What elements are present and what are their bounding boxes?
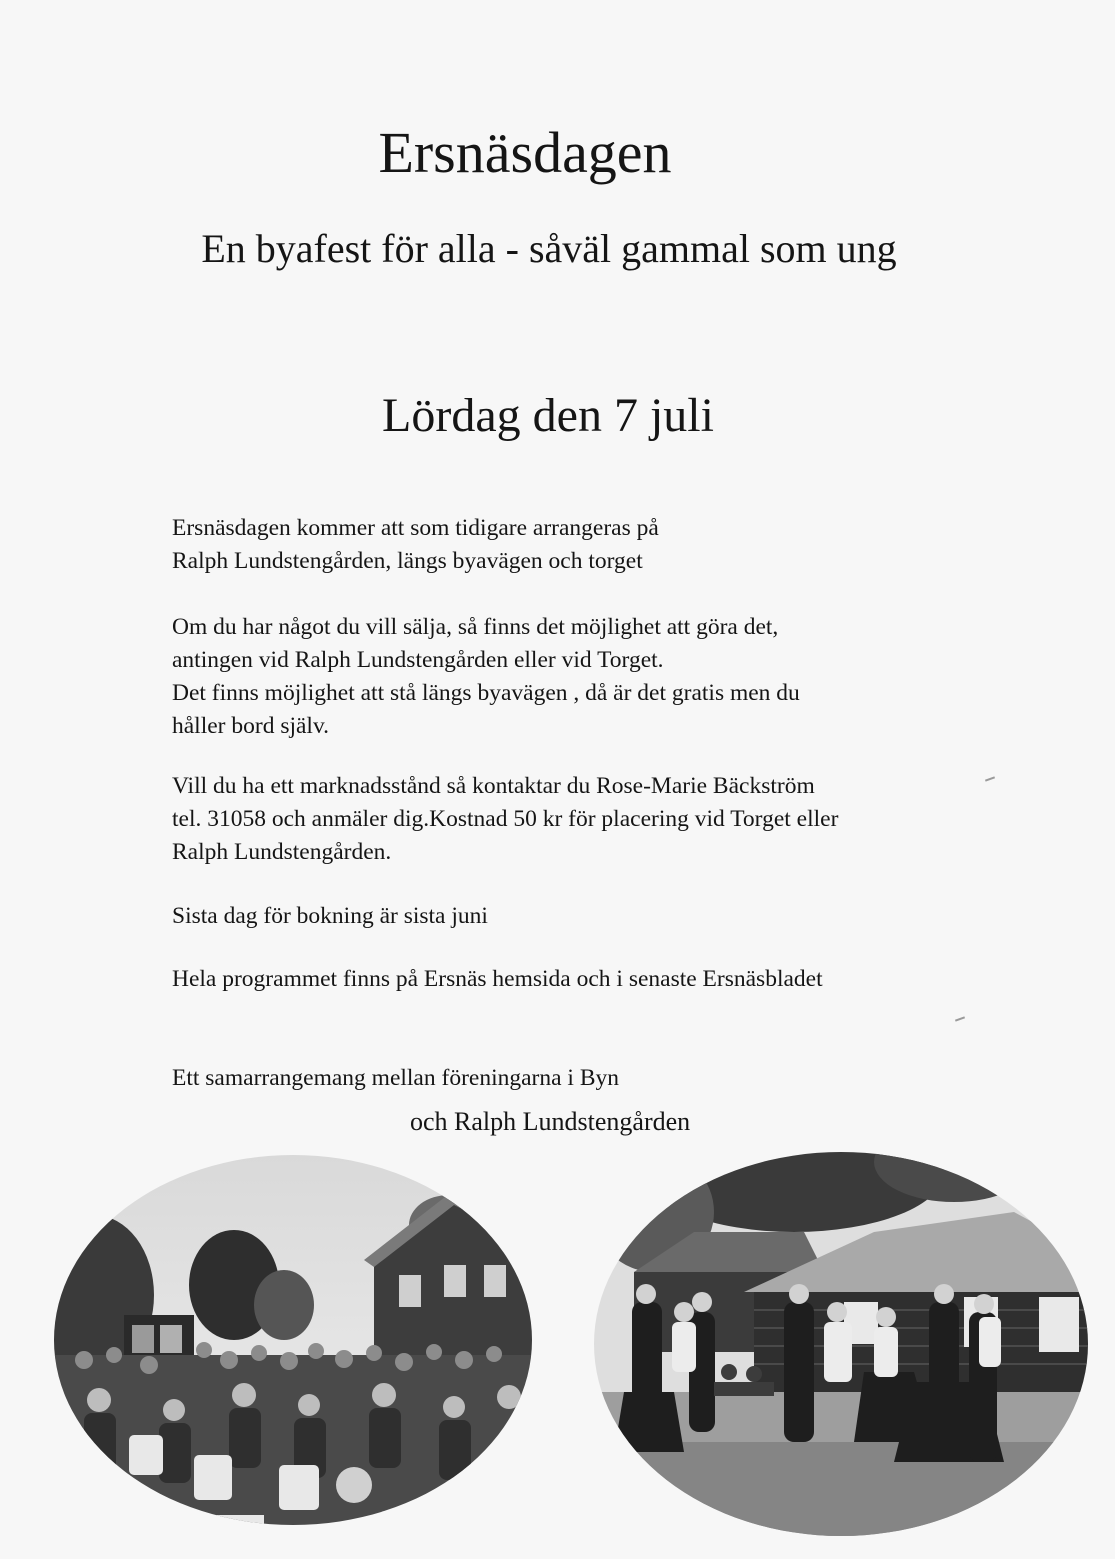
- text-line: Ralph Lundstengården.: [172, 839, 392, 865]
- page-subtitle: En byafest för alla - såväl gammal som ung: [201, 226, 897, 271]
- text-line: Om du har något du vill sälja, så finns det möjlighet att göra det,: [172, 614, 779, 640]
- crowd-photo-illustration: [54, 1155, 532, 1525]
- text-line: Vill du ha ett marknadsstånd så kontaktar du Rose-Marie Bäckström: [172, 773, 815, 799]
- text-line: Ersnäsdagen kommer att som tidigare arrangeras på: [172, 515, 659, 541]
- text-line: antingen vid Ralph Lundstengården eller vid Torget.: [172, 647, 664, 673]
- paragraph-booking-deadline: [172, 900, 992, 933]
- text-line: Hela programmet finns på Ersnäs hemsida och i senaste Ersnäsbladet: [172, 966, 823, 992]
- paragraph-organizers: [172, 1062, 992, 1095]
- text-line: tel. 31058 och anmäler dig.Kostnad 50 kr för placering vid Torget eller: [172, 806, 839, 832]
- event-date: Lördag den 7 juli: [382, 389, 714, 442]
- paragraph-selling: [172, 611, 992, 743]
- organizers-closing-line: och Ralph Lundstengården: [410, 1107, 691, 1136]
- text-line: Ett samarrangemang mellan föreningarna i Byn: [172, 1065, 619, 1091]
- page-title: Ersnäsdagen: [378, 120, 672, 185]
- text-line: Sista dag för bokning är sista juni: [172, 903, 488, 929]
- paragraph-market-stall: [172, 770, 992, 869]
- scan-mark: [955, 1016, 965, 1021]
- text-line: Ralph Lundstengården, längs byavägen och torget: [172, 548, 643, 574]
- folk-dance-photo: [594, 1152, 1088, 1536]
- text-line: Det finns möjlighet att stå längs byavägen , då är det gratis men du: [172, 680, 800, 706]
- text-line: håller bord själv.: [172, 713, 330, 739]
- paragraph-program-info: [172, 963, 992, 996]
- folk-dance-photo-illustration: [594, 1152, 1088, 1536]
- crowd-photo: [54, 1155, 532, 1525]
- paragraph-venue: [172, 512, 992, 578]
